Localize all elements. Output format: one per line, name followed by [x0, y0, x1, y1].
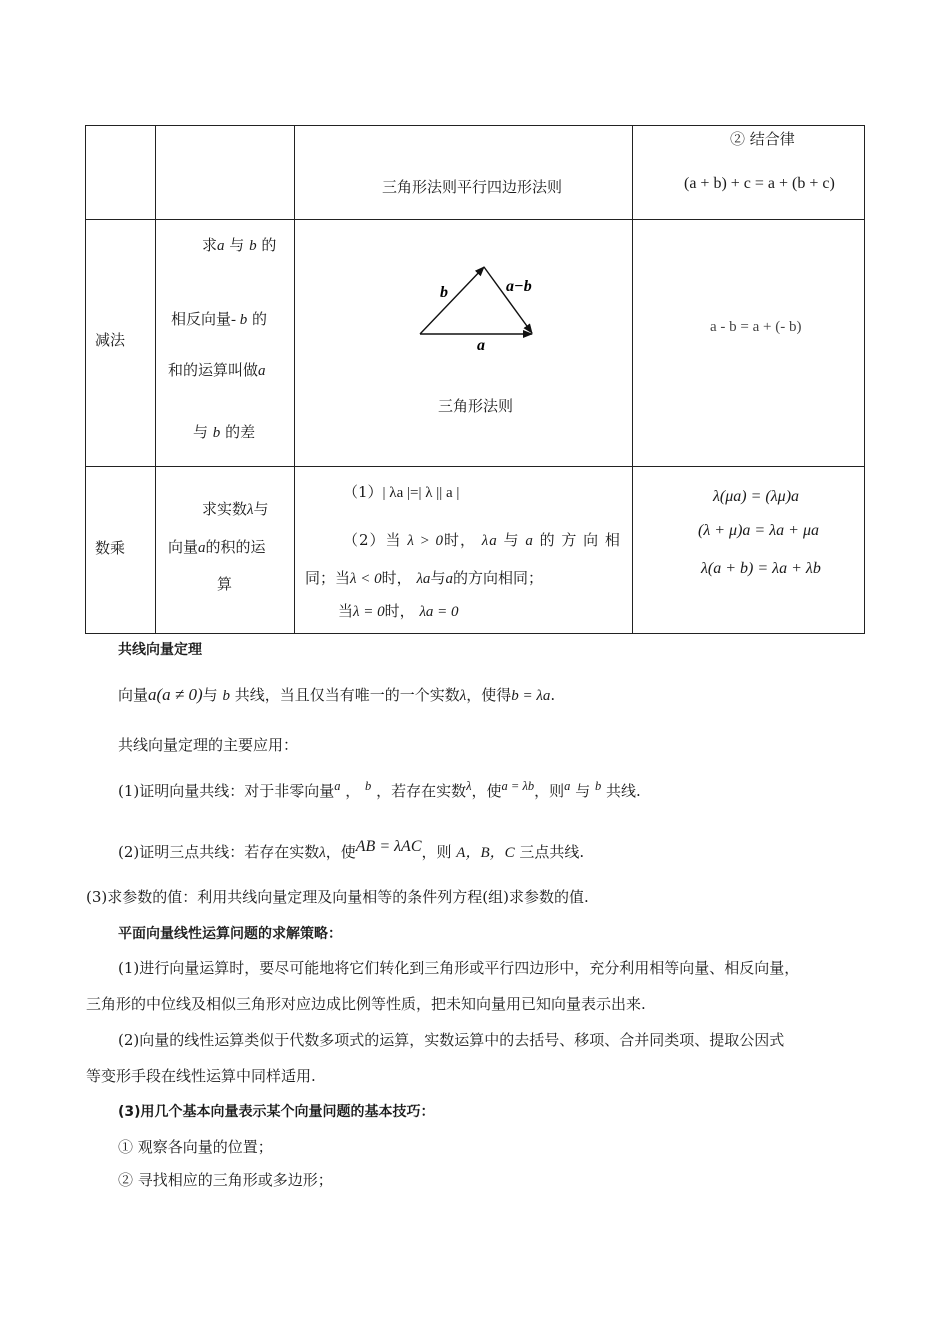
strategy-2-line2: 等变形手段在线性运算中同样适用. — [86, 1067, 316, 1085]
table-row-divider — [85, 219, 865, 220]
heading-technique: (3)用几个基本向量表示某个向量问题的基本技巧： — [118, 1104, 435, 1120]
scalar-rule-1: （1）| λa |=| λ || a | — [343, 483, 460, 501]
table-border-bottom — [85, 633, 865, 634]
subtraction-formula: a - b = a + (- b) — [710, 319, 802, 335]
subtraction-label: 减法 — [95, 331, 126, 349]
table-row-divider — [85, 466, 865, 467]
triangle-rule-caption: 三角形法则 — [438, 397, 514, 415]
label-a: a — [477, 337, 485, 354]
heading-strategy: 平面向量线性运算问题的求解策略： — [118, 926, 342, 942]
application-2: (2)证明三点共线：若存在实数λ，使$^{AB = \lambda AC}$，则 A，B，C 三点共线. — [118, 838, 585, 861]
scalar-rule-3: 同；当λ < 0时， λa与a的方向相同； — [305, 569, 543, 587]
table-border-left — [85, 125, 86, 634]
table-col-divider — [294, 125, 295, 634]
table-border-right — [864, 125, 865, 634]
strategy-1-line1: (1)进行向量运算时，要尽可能地将它们转化到三角形或平行四边形中，充分利用相等向量、相反向量， — [118, 959, 800, 977]
technique-step-1: ① 观察各向量的位置； — [118, 1138, 273, 1156]
scalar-law-2: (λ + μ)a = λa + μa — [698, 522, 819, 539]
scalar-law-1: λ(μa) = (λμ)a — [713, 488, 800, 505]
heading-collinear-theorem: 共线向量定理 — [118, 642, 202, 658]
subtraction-def-line3: 和的运算叫做a — [168, 361, 266, 379]
scalar-law-3: λ(a + b) = λa + λb — [701, 560, 821, 577]
application-1: (1)证明向量共线：对于非零向量$^a$ ， $^b$ ，若存在实数$^\lambda$，使$^{a = \lambda b}$，则$^a$ 与 $^b$ 共线. — [118, 779, 641, 800]
collinear-theorem-statement: 向量a(a ≠ 0)与 b 共线，当且仅当有唯一的一个实数λ，使得b = λa. — [118, 685, 556, 704]
table-col-divider — [155, 125, 156, 634]
label-a-minus-b: a−b — [506, 278, 532, 295]
strategy-2-line1: (2)向量的线性运算类似于代数多项式的运算，实数运算中的去括号、移项、合并同类项、提取公因式 — [118, 1031, 785, 1049]
subtraction-def-line1: 求a 与 b 的 — [202, 236, 277, 254]
associative-law-label: ② 结合律 — [730, 130, 795, 148]
subtraction-def-line2: 相反向量- b 的 — [171, 310, 268, 328]
vector-b-arrow — [420, 267, 484, 334]
strategy-1-line2: 三角形的中位线及相似三角形对应边成比例等性质，把未知向量用已知向量表示出来. — [86, 995, 646, 1013]
scalar-rule-2: （2）当 λ > 0时， λa 与 a 的 方 向 相 — [343, 531, 621, 549]
table-col-divider — [632, 125, 633, 634]
associative-law-formula: (a + b) + c = a + (b + c) — [684, 175, 835, 192]
scalar-def-line2: 向量a的积的运 — [168, 538, 266, 556]
table-border-top — [85, 125, 865, 126]
scalar-def-line1: 求实数λ与 — [202, 500, 269, 518]
scalar-def-line3: 算 — [217, 575, 233, 593]
subtraction-def-line4: 与 b 的差 — [193, 423, 256, 441]
scalar-rule-4: 当λ = 0时， λa = 0 — [338, 602, 459, 620]
scalar-mult-label: 数乘 — [95, 539, 126, 557]
triangle-rule-diagram — [400, 255, 550, 355]
applications-intro: 共线向量定理的主要应用： — [118, 736, 299, 754]
application-3: (3)求参数的值：利用共线向量定理及向量相等的条件列方程(组)求参数的值. — [86, 888, 589, 906]
label-b: b — [440, 284, 448, 301]
rule-names: 三角形法则平行四边形法则 — [382, 178, 563, 196]
vector-a-minus-b-arrow — [484, 267, 532, 333]
technique-step-2: ② 寻找相应的三角形或多边形； — [118, 1171, 333, 1189]
